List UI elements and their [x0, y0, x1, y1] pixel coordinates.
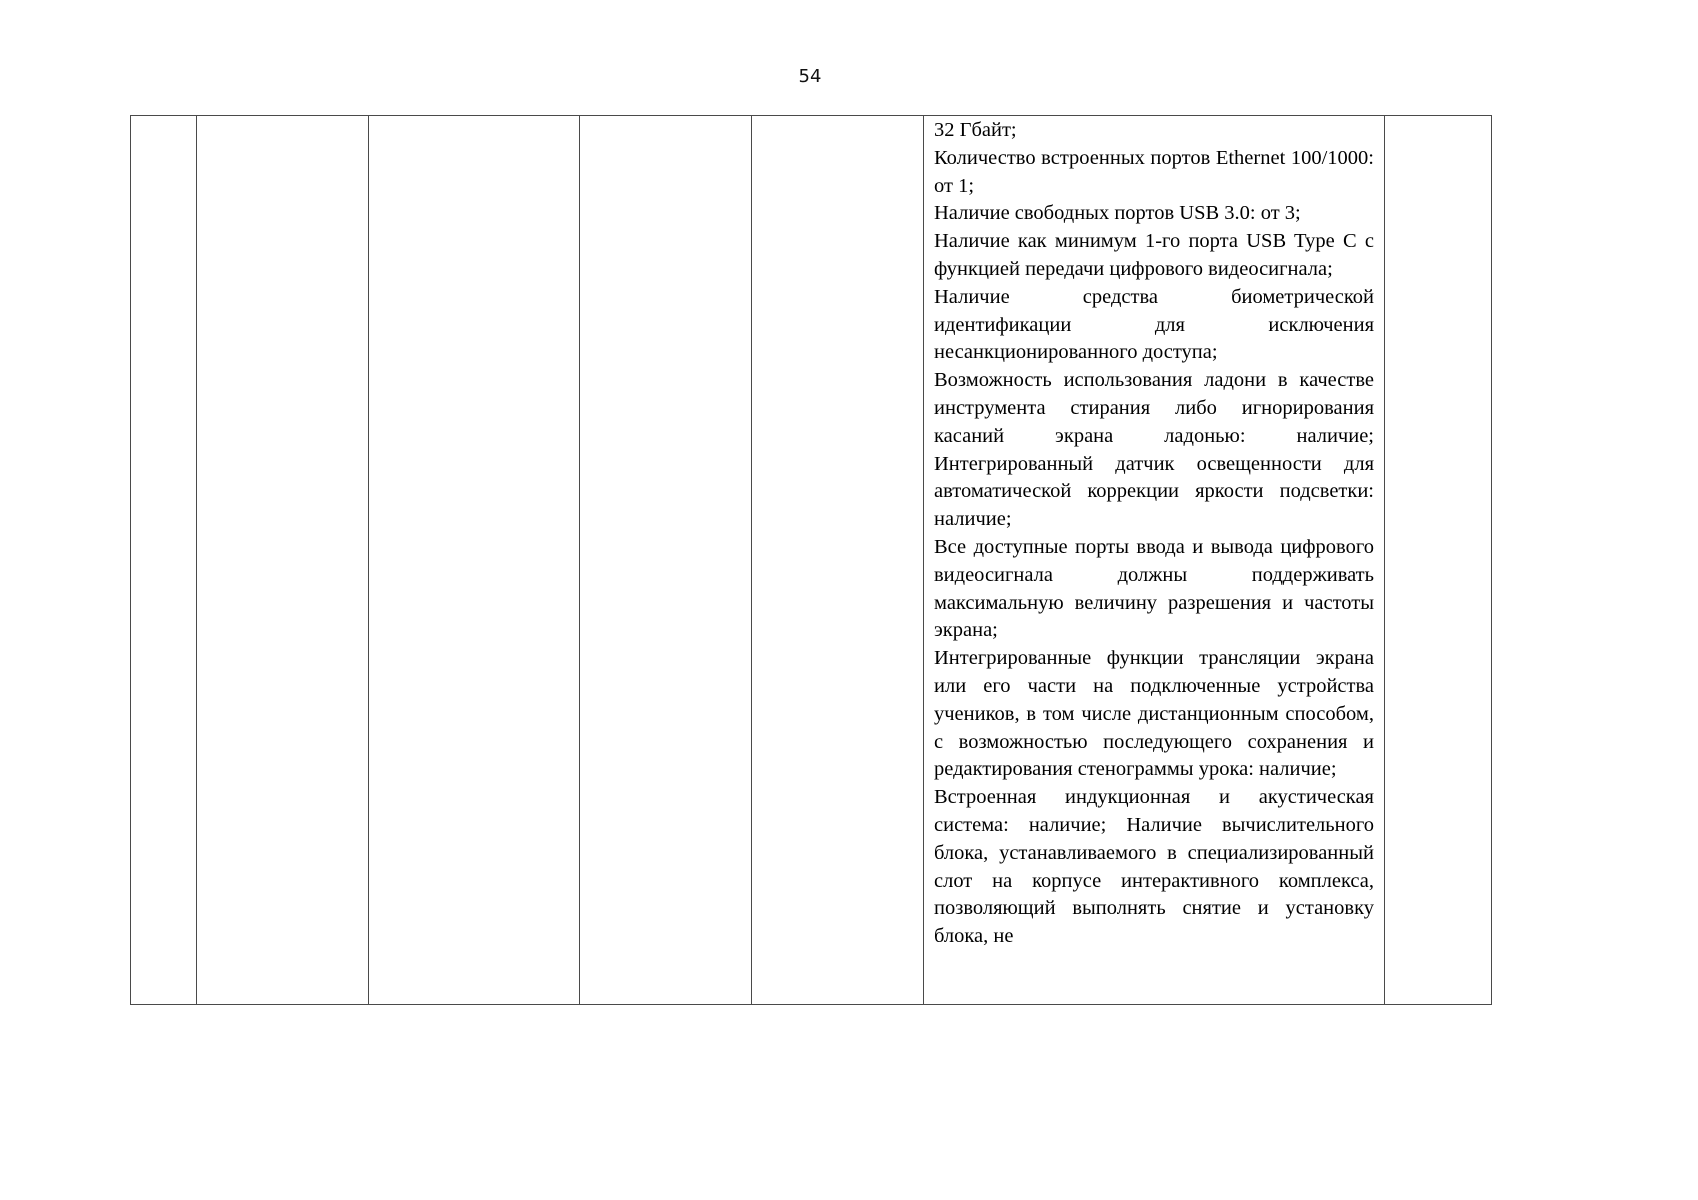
table-cell-specifications — [924, 116, 1385, 1005]
table-cell-empty — [752, 116, 924, 1005]
spec-paragraph: Возможность использования ладони в качестве инструмента стирания либо игнорирования касаний экрана ладонью: наличие; Интегрированный датчик освещенности для автоматической коррекции яркости подсветки: наличие; — [934, 369, 1374, 531]
spec-paragraph: Количество встроенных портов Ethernet 100/1000: от 1; — [934, 146, 1374, 197]
spec-paragraph: Все доступные порты ввода и вывода цифрового видеосигнала должны поддерживать максимальную величину разрешения и частоты экрана; — [934, 535, 1374, 642]
table-row — [131, 116, 1492, 1005]
spec-paragraph: Наличие свободных портов USB 3.0: от 3; — [934, 202, 1301, 225]
spec-paragraph: Наличие средства биометрической идентификации для исключения несанкционированного доступа; — [934, 285, 1374, 364]
table-cell-empty — [580, 116, 752, 1005]
spec-paragraph: Интегрированные функции трансляции экрана или его части на подключенные устройства учеников, в том числе дистанционным способом, с возможностью последующего сохранения и редактирования стенограммы урока: наличие; — [934, 647, 1374, 781]
table-cell-number — [131, 116, 197, 1005]
table-cell-empty — [369, 116, 580, 1005]
table-cell-empty — [197, 116, 369, 1005]
spec-paragraph: Встроенная индукционная и акустическая система: наличие; Наличие вычислительного блока, устанавливаемого в специализированный слот на корпусе интерактивного комплекса, позволяющий выполнять снятие и установку блока, не — [934, 786, 1374, 948]
table-cell-empty — [1385, 116, 1492, 1005]
page-number: 54 — [798, 66, 822, 87]
spec-paragraph: 32 Гбайт; — [934, 119, 1017, 141]
spec-paragraph: Наличие как минимум 1-го порта USB Type C с функцией передачи цифрового видеосигнала; — [934, 230, 1374, 280]
specification-table — [130, 115, 1492, 1005]
